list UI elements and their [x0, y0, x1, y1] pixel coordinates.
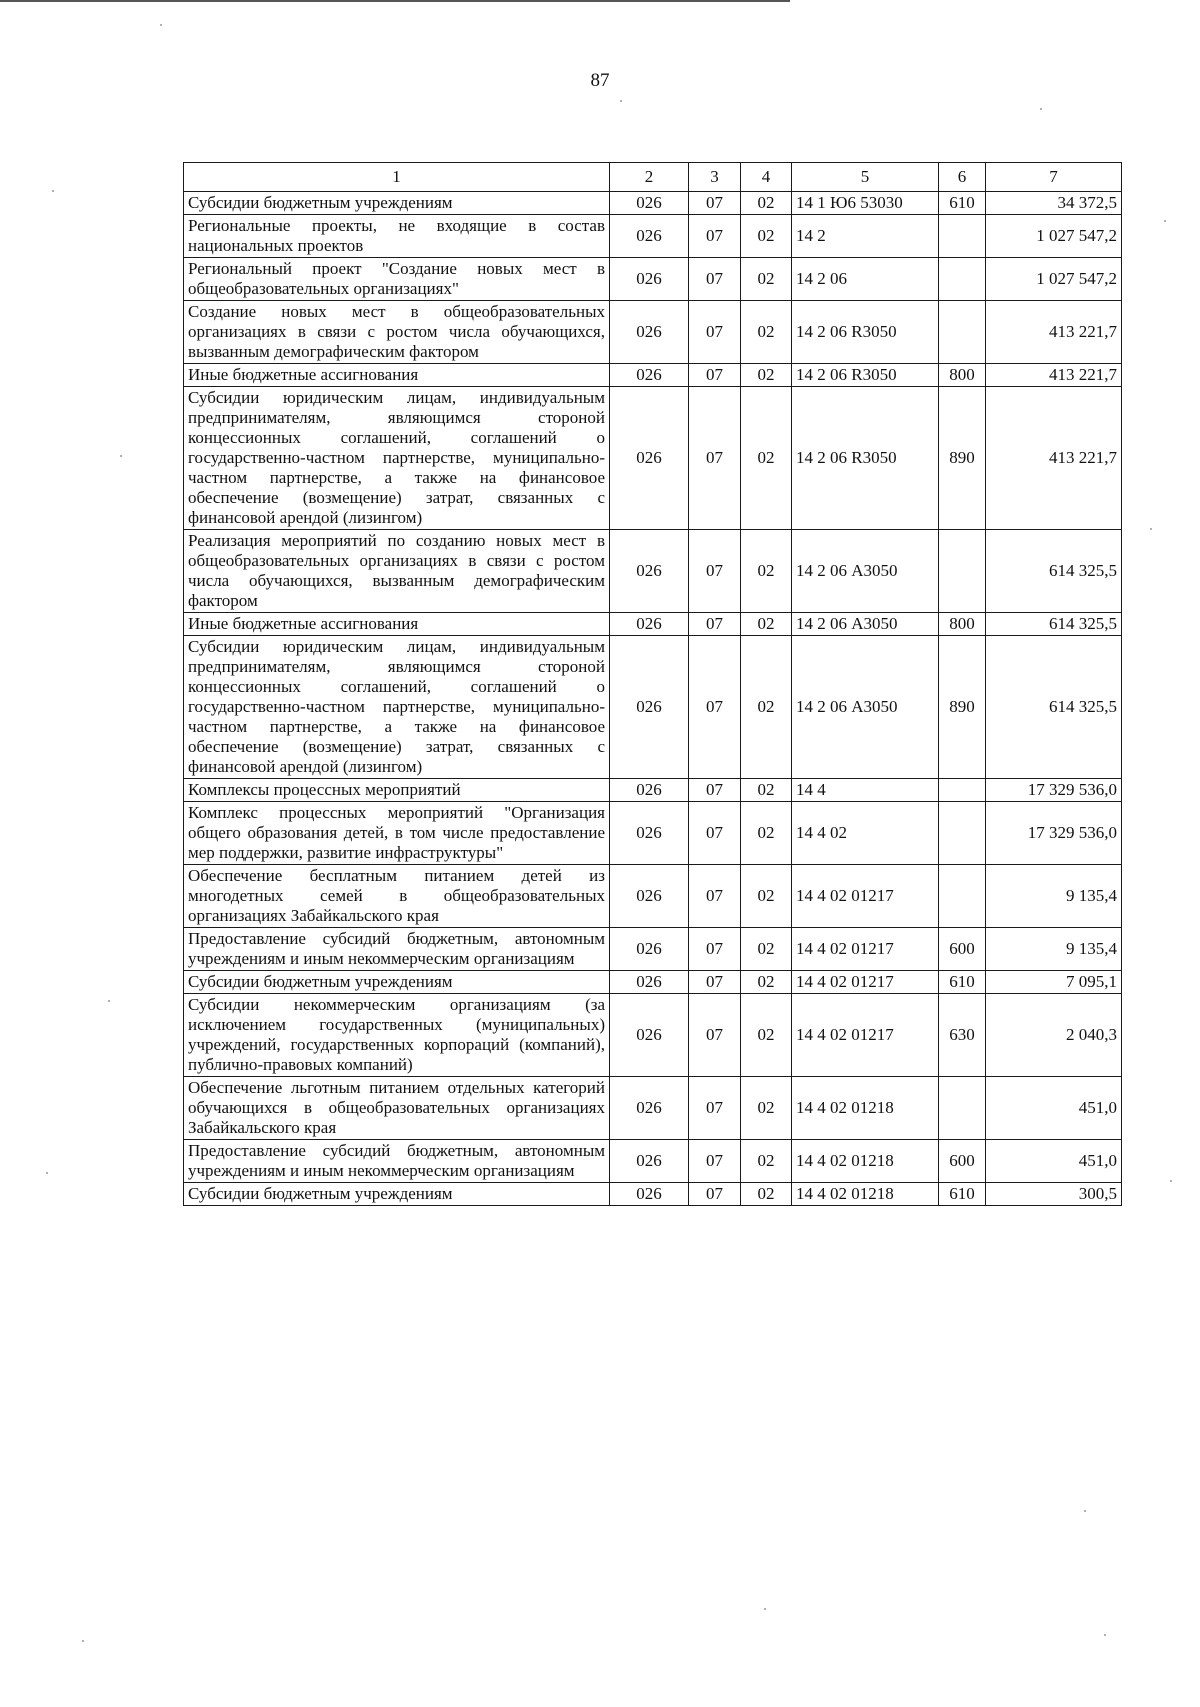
target-article-cell: 14 2 06 А3050: [792, 613, 939, 636]
target-article-cell: 14 4 02 01217: [792, 928, 939, 971]
section-cell: 07: [689, 613, 741, 636]
section-cell: 07: [689, 1183, 741, 1206]
target-article-cell: 14 4 02 01218: [792, 1140, 939, 1183]
admin-code-cell: 026: [610, 530, 689, 613]
target-article-cell: 14 4: [792, 779, 939, 802]
row-name-cell: Субсидии юридическим лицам, индивидуальным предпринимателям, являющимся стороной концессионных соглашений, соглашений о государственно-частном партнерстве, муниципально-частном партнерстве, а также на финансовое обеспечение (возмещение) затрат, связанных с финансовой арендой (лизингом): [184, 387, 610, 530]
table-row: [184, 387, 1122, 530]
amount-cell: 9 135,4: [986, 865, 1122, 928]
admin-code-cell: 026: [610, 802, 689, 865]
admin-code-cell: 026: [610, 636, 689, 779]
section-cell: 07: [689, 802, 741, 865]
expense-type-cell: [939, 301, 986, 364]
table-row: [184, 613, 1122, 636]
scan-speck: [620, 100, 622, 102]
target-article-cell: 14 2 06: [792, 258, 939, 301]
target-article-cell: 14 2 06 R3050: [792, 364, 939, 387]
admin-code-cell: 026: [610, 994, 689, 1077]
table-row: [184, 779, 1122, 802]
admin-code-cell: 026: [610, 1140, 689, 1183]
row-name-cell: Реализация мероприятий по созданию новых мест в общеобразовательных организациях в связи с ростом числа обучающихся, вызванным демографическим фактором: [184, 530, 610, 613]
subsection-cell: 02: [741, 1140, 792, 1183]
section-cell: 07: [689, 301, 741, 364]
expense-type-cell: 800: [939, 364, 986, 387]
section-cell: 07: [689, 636, 741, 779]
target-article-cell: 14 2 06 А3050: [792, 530, 939, 613]
scan-speck: [46, 1172, 48, 1174]
scan-speck: [1150, 528, 1152, 530]
row-name-cell: Предоставление субсидий бюджетным, автономным учреждениям и иным некоммерческим организациям: [184, 928, 610, 971]
admin-code-cell: 026: [610, 1183, 689, 1206]
table-body: [184, 192, 1122, 1206]
target-article-cell: 14 2 06 R3050: [792, 387, 939, 530]
table-row: [184, 1140, 1122, 1183]
section-cell: 07: [689, 364, 741, 387]
row-name-cell: Обеспечение льготным питанием отдельных категорий обучающихся в общеобразовательных организациях Забайкальского края: [184, 1077, 610, 1140]
admin-code-cell: 026: [610, 928, 689, 971]
admin-code-cell: 026: [610, 301, 689, 364]
subsection-cell: 02: [741, 928, 792, 971]
row-name-cell: Комплексы процессных мероприятий: [184, 779, 610, 802]
target-article-cell: 14 4 02 01218: [792, 1183, 939, 1206]
amount-cell: 7 095,1: [986, 971, 1122, 994]
subsection-cell: 02: [741, 215, 792, 258]
admin-code-cell: 026: [610, 258, 689, 301]
admin-code-cell: 026: [610, 364, 689, 387]
scan-speck: [1170, 1180, 1172, 1182]
subsection-cell: 02: [741, 613, 792, 636]
expense-type-cell: 610: [939, 1183, 986, 1206]
subsection-cell: 02: [741, 994, 792, 1077]
table-row: [184, 530, 1122, 613]
target-article-cell: 14 4 02 01218: [792, 1077, 939, 1140]
section-cell: 07: [689, 192, 741, 215]
section-cell: 07: [689, 258, 741, 301]
subsection-cell: 02: [741, 636, 792, 779]
amount-cell: 614 325,5: [986, 530, 1122, 613]
row-name-cell: Предоставление субсидий бюджетным, автономным учреждениям и иным некоммерческим организациям: [184, 1140, 610, 1183]
table-row: [184, 928, 1122, 971]
row-name-cell: Субсидии бюджетным учреждениям: [184, 1183, 610, 1206]
row-name-cell: Субсидии бюджетным учреждениям: [184, 192, 610, 215]
row-name-cell: Региональный проект "Создание новых мест в общеобразовательных организациях": [184, 258, 610, 301]
admin-code-cell: 026: [610, 192, 689, 215]
scan-top-edge-line: [0, 0, 790, 2]
target-article-cell: 14 2: [792, 215, 939, 258]
table-row: [184, 192, 1122, 215]
subsection-cell: 02: [741, 387, 792, 530]
scan-speck: [1104, 1634, 1106, 1636]
table-row: [184, 215, 1122, 258]
expense-type-cell: [939, 779, 986, 802]
scan-speck: [1164, 220, 1166, 222]
subsection-cell: 02: [741, 865, 792, 928]
scan-speck: [82, 1640, 84, 1642]
amount-cell: 614 325,5: [986, 636, 1122, 779]
subsection-cell: 02: [741, 301, 792, 364]
admin-code-cell: 026: [610, 971, 689, 994]
amount-cell: 413 221,7: [986, 301, 1122, 364]
column-header: 5: [792, 163, 939, 192]
amount-cell: 1 027 547,2: [986, 215, 1122, 258]
section-cell: 07: [689, 1140, 741, 1183]
amount-cell: 614 325,5: [986, 613, 1122, 636]
row-name-cell: Иные бюджетные ассигнования: [184, 613, 610, 636]
target-article-cell: 14 4 02: [792, 802, 939, 865]
section-cell: 07: [689, 1077, 741, 1140]
table-row: [184, 364, 1122, 387]
target-article-cell: 14 1 Ю6 53030: [792, 192, 939, 215]
row-name-cell: Региональные проекты, не входящие в состав национальных проектов: [184, 215, 610, 258]
scan-speck: [108, 1000, 110, 1002]
row-name-cell: Субсидии юридическим лицам, индивидуальным предпринимателям, являющимся стороной концессионных соглашений, соглашений о государственно-частном партнерстве, муниципально-частном партнерстве, а также на финансовое обеспечение (возмещение) затрат, связанных с финансовой арендой (лизингом): [184, 636, 610, 779]
budget-table: [183, 162, 1122, 1206]
expense-type-cell: [939, 865, 986, 928]
amount-cell: 413 221,7: [986, 364, 1122, 387]
subsection-cell: 02: [741, 1077, 792, 1140]
subsection-cell: 02: [741, 364, 792, 387]
admin-code-cell: 026: [610, 865, 689, 928]
expense-type-cell: 630: [939, 994, 986, 1077]
section-cell: 07: [689, 387, 741, 530]
table-row: [184, 301, 1122, 364]
column-header: 2: [610, 163, 689, 192]
row-name-cell: Субсидии бюджетным учреждениям: [184, 971, 610, 994]
section-cell: 07: [689, 971, 741, 994]
table-row: [184, 865, 1122, 928]
target-article-cell: 14 4 02 01217: [792, 865, 939, 928]
expense-type-cell: 800: [939, 613, 986, 636]
expense-type-cell: [939, 530, 986, 613]
amount-cell: 1 027 547,2: [986, 258, 1122, 301]
table-row: [184, 1077, 1122, 1140]
expense-type-cell: 600: [939, 1140, 986, 1183]
amount-cell: 413 221,7: [986, 387, 1122, 530]
table-row: [184, 994, 1122, 1077]
column-header: 3: [689, 163, 741, 192]
subsection-cell: 02: [741, 192, 792, 215]
admin-code-cell: 026: [610, 1077, 689, 1140]
expense-type-cell: 610: [939, 192, 986, 215]
expense-type-cell: 610: [939, 971, 986, 994]
expense-type-cell: 890: [939, 636, 986, 779]
expense-type-cell: [939, 215, 986, 258]
row-name-cell: Иные бюджетные ассигнования: [184, 364, 610, 387]
amount-cell: 300,5: [986, 1183, 1122, 1206]
table-header-row: [184, 163, 1122, 192]
amount-cell: 451,0: [986, 1140, 1122, 1183]
page-number: 87: [590, 70, 610, 91]
subsection-cell: 02: [741, 530, 792, 613]
expense-type-cell: [939, 1077, 986, 1140]
amount-cell: 17 329 536,0: [986, 802, 1122, 865]
row-name-cell: Обеспечение бесплатным питанием детей из многодетных семей в общеобразовательных организациях Забайкальского края: [184, 865, 610, 928]
amount-cell: 2 040,3: [986, 994, 1122, 1077]
target-article-cell: 14 4 02 01217: [792, 971, 939, 994]
table-row: [184, 636, 1122, 779]
target-article-cell: 14 2 06 А3050: [792, 636, 939, 779]
scan-speck: [120, 455, 122, 457]
subsection-cell: 02: [741, 971, 792, 994]
target-article-cell: 14 2 06 R3050: [792, 301, 939, 364]
subsection-cell: 02: [741, 1183, 792, 1206]
row-name-cell: Комплекс процессных мероприятий "Организация общего образования детей, в том числе предоставление мер поддержки, развитие инфраструктуры": [184, 802, 610, 865]
scan-speck: [764, 1608, 766, 1610]
section-cell: 07: [689, 994, 741, 1077]
expense-type-cell: 890: [939, 387, 986, 530]
column-header: 7: [986, 163, 1122, 192]
scan-speck: [52, 190, 54, 192]
row-name-cell: Субсидии некоммерческим организациям (за исключением государственных (муниципальных) учреждений, государственных корпораций (компаний), публично-правовых компаний): [184, 994, 610, 1077]
column-header: 1: [184, 163, 610, 192]
column-header: 4: [741, 163, 792, 192]
section-cell: 07: [689, 779, 741, 802]
amount-cell: 17 329 536,0: [986, 779, 1122, 802]
expense-type-cell: [939, 802, 986, 865]
section-cell: 07: [689, 530, 741, 613]
section-cell: 07: [689, 928, 741, 971]
section-cell: 07: [689, 215, 741, 258]
table-row: [184, 258, 1122, 301]
table-row: [184, 802, 1122, 865]
scan-speck: [160, 24, 162, 26]
row-name-cell: Создание новых мест в общеобразовательных организациях в связи с ростом числа обучающихся, вызванным демографическим фактором: [184, 301, 610, 364]
target-article-cell: 14 4 02 01217: [792, 994, 939, 1077]
table-row: [184, 971, 1122, 994]
admin-code-cell: 026: [610, 387, 689, 530]
scan-speck: [1040, 108, 1042, 110]
scan-speck: [1084, 1510, 1086, 1512]
table-row: [184, 1183, 1122, 1206]
admin-code-cell: 026: [610, 215, 689, 258]
amount-cell: 9 135,4: [986, 928, 1122, 971]
subsection-cell: 02: [741, 779, 792, 802]
amount-cell: 451,0: [986, 1077, 1122, 1140]
subsection-cell: 02: [741, 802, 792, 865]
section-cell: 07: [689, 865, 741, 928]
admin-code-cell: 026: [610, 779, 689, 802]
expense-type-cell: 600: [939, 928, 986, 971]
column-header: 6: [939, 163, 986, 192]
expense-type-cell: [939, 258, 986, 301]
admin-code-cell: 026: [610, 613, 689, 636]
amount-cell: 34 372,5: [986, 192, 1122, 215]
subsection-cell: 02: [741, 258, 792, 301]
